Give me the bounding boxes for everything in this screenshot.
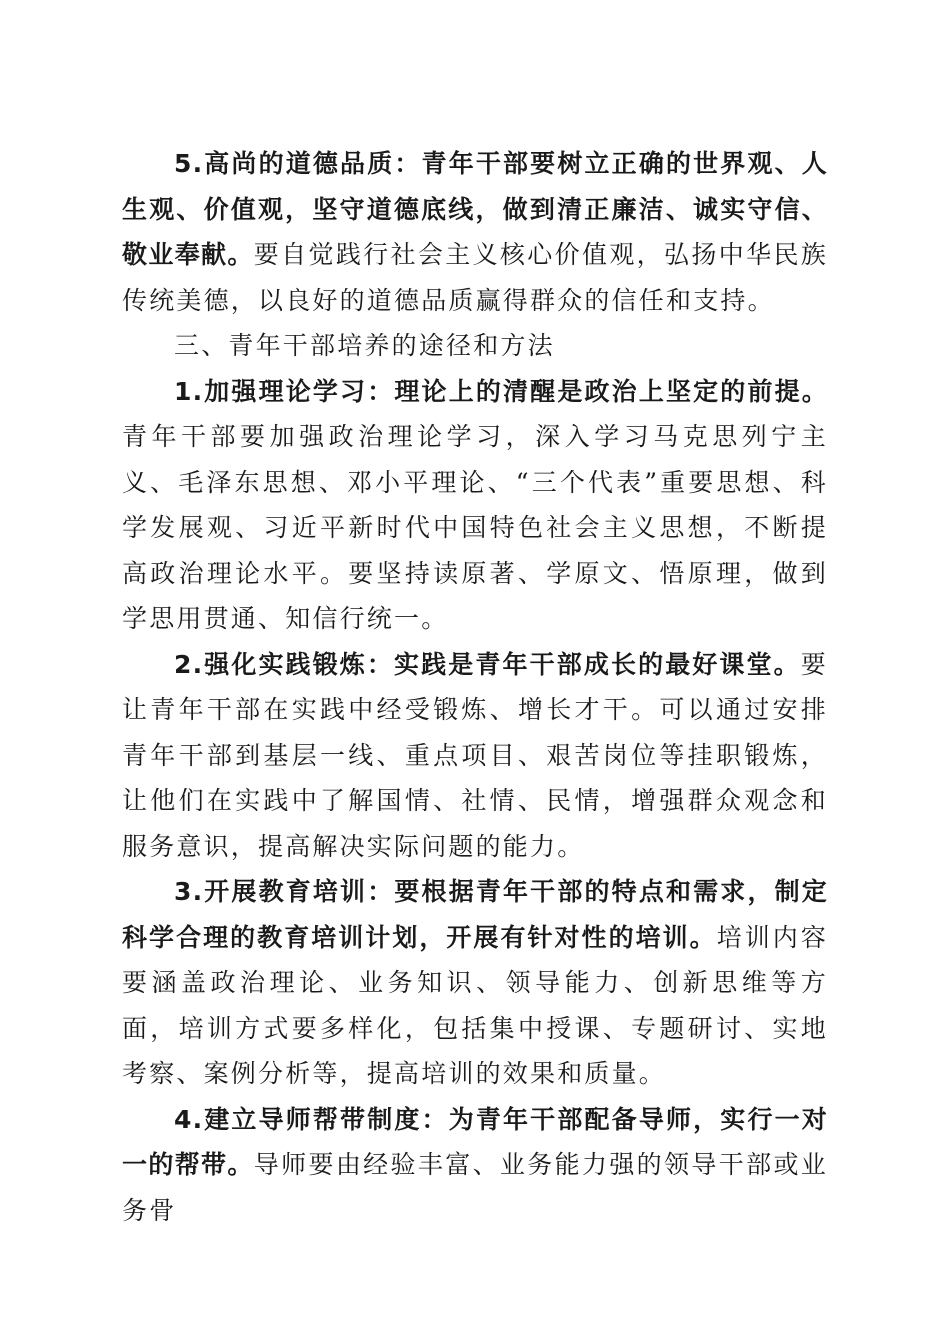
paragraph-heading: 3.开展教育培训：要根据青年干部的特点和需求，制定科学合理的教育培训计划，开展有针对性的培训。	[122, 877, 828, 952]
section-heading-text: 三、青年干部培养的途径和方法	[174, 331, 555, 360]
paragraph-text: 要让青年干部在实践中经受锻炼、增长才干。可以通过安排青年干部到基层一线、重点项目、艰苦岗位等挂职锻炼，让他们在实践中了解国情、社情、民情，增强群众观念和服务意识，提高解决实际问题的能力。	[122, 649, 828, 861]
section-heading	[122, 323, 828, 369]
document-body	[122, 141, 828, 1233]
paragraph-heading: 2.强化实践锻炼：实践是青年干部成长的最好课堂。	[174, 649, 801, 679]
paragraph-theory-study	[122, 369, 828, 642]
paragraph-heading: 4.建立导师帮带制度：为青年干部配备导师，实行一对一的帮带。	[122, 1104, 828, 1179]
paragraph-moral-quality	[122, 141, 828, 323]
paragraph-mentorship	[122, 1097, 828, 1234]
paragraph-text: 导师要由经验丰富、业务能力强的领导干部或业务骨	[122, 1150, 828, 1225]
paragraph-heading: 1.加强理论学习：理论上的清醒是政治上坚定的前提。	[174, 376, 828, 406]
paragraph-heading: 5.高尚的道德品质：青年干部要树立正确的世界观、人生观、价值观，坚守道德底线，做到清正廉洁、诚实守信、敬业奉献。	[122, 149, 828, 269]
paragraph-text: 培训内容要涵盖政治理论、业务知识、领导能力、创新思维等方面，培训方式要多样化，包括集中授课、专题研讨、实地考察、案例分析等，提高培训的效果和质量。	[122, 922, 828, 1088]
paragraph-text: 青年干部要加强政治理论学习，深入学习马克思列宁主义、毛泽东思想、邓小平理论、“三个代表”重要思想、科学发展观、习近平新时代中国特色社会主义思想，不断提高政治理论水平。要坚持读原著、学原文、悟原理，做到学思用贯通、知信行统一。	[122, 422, 828, 633]
paragraph-training	[122, 869, 828, 1097]
paragraph-practice	[122, 642, 828, 870]
paragraph-text: 要自觉践行社会主义核心价值观，弘扬中华民族传统美德，以良好的道德品质赢得群众的信任和支持。	[122, 240, 828, 315]
